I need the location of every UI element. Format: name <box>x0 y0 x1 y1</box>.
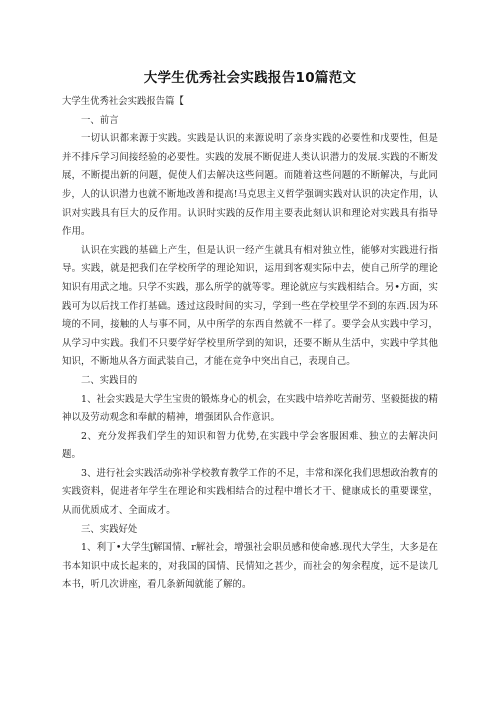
paragraph: 1、社会实践是大学生宝贵的锻炼身心的机会，在实践中培养吃苦耐劳、坚毅挺拔的精神以及劳动观念和奉献的精神，增强团队合作意识。 <box>62 393 438 424</box>
document-subtitle: 大学生优秀社会实践报告篇【 <box>62 96 184 107</box>
section-heading-preface: 一、前言 <box>81 114 119 126</box>
paragraph: 2、充分发挥我们学生的知识和智力优势,在实践中学会客服困难、独立的去解决问题。 <box>62 430 438 461</box>
paragraph: 1、利丁•大学生ʃ解国情、r解社会，增强社会职员感和使命感.现代大学生，大多是在书本知识中成长起来的，对我国的国情、民情知之甚少，而社会的匆余程度，远不是读几本书，听几次讲座，看几条新闻就能了解的。 <box>62 542 438 591</box>
section-heading-benefits: 三、实践好处 <box>81 523 138 535</box>
document-body <box>62 93 438 595</box>
document-title: 大学生优秀社会实践报告10篇范文 <box>143 70 357 86</box>
paragraph: 一切认识都来源于实践。实践是认识的来源说明了亲身实践的必要性和戊要性，但是并不排斥学习间接经验的必要性。实践的发展不断促进人类认识潜力的发展.实践的不断发展，不断提出新的问题，促使人们去解决这些问题。而随着这些问题的不断解决，与此同步，人的认识潜力也就不断地改善和提高!马克思主义哲学强调实践对认识的决定作用，认识对实践具有巨大的反作用。认识时实践的反作用主要表此刻认识和理论对实践具有指导作用。 <box>62 133 438 238</box>
paragraph: 3、进行社会实践活动弥补学校教育教学工作的不足，丰常和深化我们思想政治教育的实践资料，促进者年学生在理论和实践相结合的过程中增长才干、健康成长的重要课堂，从而优质成才、全面成才。 <box>62 467 438 517</box>
section-heading-purpose: 二、实践目的 <box>81 374 138 386</box>
paragraph: 认识在实践的基础上产生，但是认识一经产生就具有相对独立性，能够对实践进行指导。实践，就是把我们在学校所学的理论知识，运用到客观实际中去，使自己所学的理论知识有用武之地。只学不实践，那么所学的就等零。理论就应与实践相结合。另•方面，实践可为以后找工作打基础。透过这段时间的实习，学到一些在学校里学不到的东西.因为环境的不同，接触的人与事不同，从中所学的东西自然就不一样了。要学会从实践中学习，从学习中实践。我们不只要学好学校里所学到的知识，还要不断从生活中，实践中学其他知识，不断地从各方面武装自己，才能在竞争中突出自己，表现自己。 <box>62 244 438 368</box>
